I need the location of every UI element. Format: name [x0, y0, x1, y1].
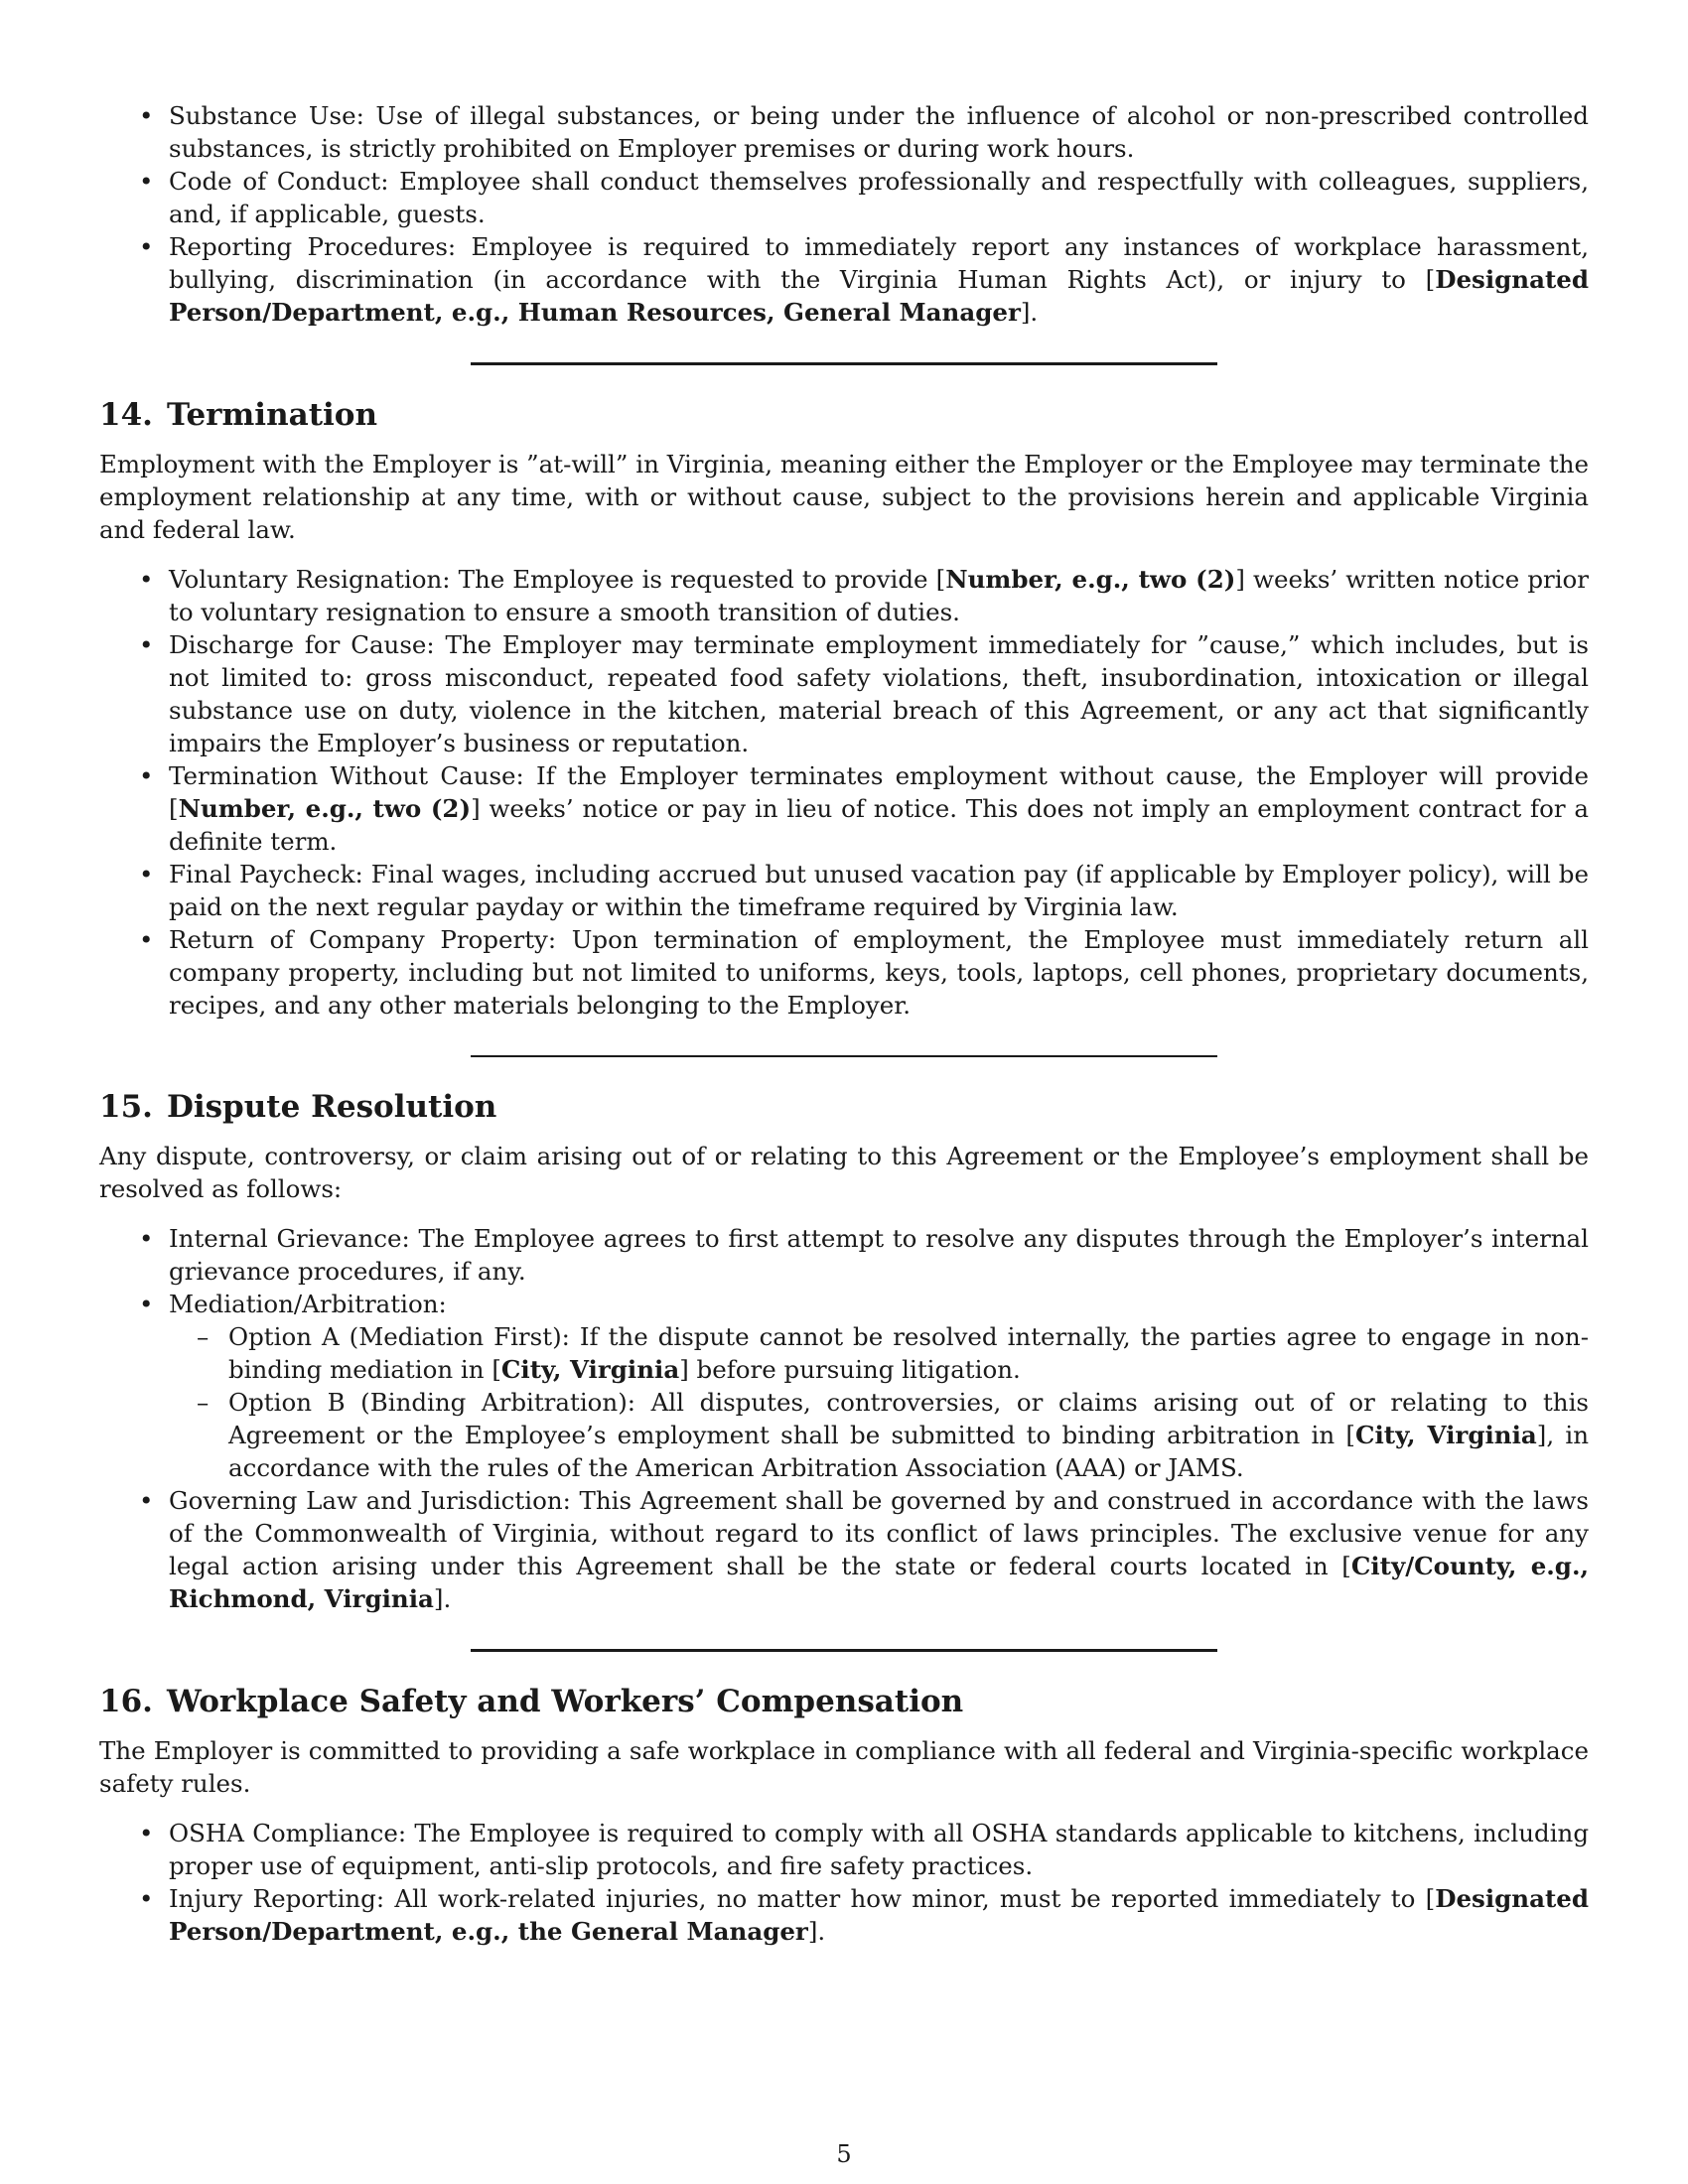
- item-text: Governing Law and Jurisdiction: This Agreement shall be governed by and construed in accordance with the laws of the Commonwealth of Virginia, without regard to its conflict of laws principles. The exclusive venue for any legal action arising under this Agreement shall be the state or federal courts located in [: [169, 1486, 1589, 1580]
- item-text: OSHA Compliance: The Employee is required to comply with all OSHA standards applicable to kitchens, including proper use of equipment, anti-slip protocols, and fire safety practices.: [169, 1818, 1589, 1880]
- placeholder-field: Number, e.g., two (2): [178, 793, 472, 823]
- item-text-end: ].: [433, 1584, 452, 1613]
- item-text-end: ].: [807, 1916, 826, 1946]
- item-text-end: ], in accordance with the rules of the American Arbitration Association (AAA) or JAMS.: [228, 1421, 1590, 1482]
- list-item: [99, 759, 1589, 858]
- item-text: Mediation/Arbitration:: [169, 1290, 447, 1318]
- list-item: [99, 1484, 1589, 1615]
- page-number: 5: [836, 2140, 852, 2168]
- safety-list: [99, 1817, 1589, 1948]
- section-title: Dispute Resolution: [166, 1089, 497, 1125]
- conduct-list: [99, 99, 1589, 329]
- section-number: 14.: [99, 396, 153, 433]
- termination-list: [99, 563, 1589, 1022]
- item-text: Termination Without Cause: If the Employer terminates employment without cause, the Employer will provide [: [169, 760, 1589, 823]
- section-divider: [471, 1055, 1217, 1058]
- list-item: [99, 923, 1589, 1022]
- item-text-end: ].: [1020, 298, 1039, 327]
- section-heading-termination: [99, 395, 1589, 435]
- item-text: Injury Reporting: All work-related injuries, no matter how minor, must be reported immediately to [: [169, 1883, 1436, 1913]
- section-divider: [471, 362, 1217, 365]
- placeholder-field: Designated Person/Department, e.g., Human Resources, General Manager: [169, 265, 1589, 327]
- item-text-end: ] weeks’ notice or pay in lieu of notice. This does not imply an employment contract for a definite term.: [169, 793, 1589, 856]
- placeholder-field: Designated Person/Department, e.g., the General Manager: [169, 1883, 1589, 1946]
- item-text: Voluntary Resignation: The Employee is requested to provide [: [169, 564, 946, 594]
- list-item: [99, 563, 1589, 628]
- list-item: [99, 628, 1589, 759]
- section-intro: The Employer is committed to providing a safe workplace in compliance with all federal and Virginia-specific workplace safety rules.: [99, 1735, 1589, 1798]
- document-page: [99, 99, 1589, 1948]
- section-number: 15.: [99, 1089, 153, 1125]
- item-text: Reporting Procedures: Employee is required to immediately report any instances of workplace harassment, bullying, discrimination (in accordance with the Virginia Human Rights Act), or injury to [: [169, 232, 1589, 294]
- item-text-end: ] before pursuing litigation.: [679, 1355, 1021, 1384]
- item-text: Internal Grievance: The Employee agrees to first attempt to resolve any disputes through the Employer’s internal grievance procedures, if any.: [169, 1224, 1589, 1286]
- section-divider: [471, 1649, 1217, 1652]
- item-text: Option A (Mediation First): If the dispute cannot be resolved internally, the parties agree to engage in non-binding mediation in [: [228, 1322, 1589, 1384]
- section-title: Workplace Safety and Workers’ Compensation: [166, 1683, 964, 1719]
- placeholder-field: City, Virginia: [500, 1355, 680, 1384]
- sub-list-item: [169, 1320, 1589, 1386]
- placeholder-field: City/County, e.g., Richmond, Virginia: [169, 1552, 1590, 1613]
- item-text: Code of Conduct: Employee shall conduct themselves professionally and respectfully with colleagues, suppliers, and, if applicable, guests.: [169, 167, 1589, 228]
- mediation-options-list: [169, 1320, 1589, 1484]
- dispute-list: [99, 1222, 1589, 1615]
- list-item: [99, 1817, 1589, 1882]
- list-item: [99, 99, 1589, 165]
- section-intro: Employment with the Employer is ”at-will” in Virginia, meaning either the Employer or the Employee may terminate the employment relationship at any time, with or without cause, subject to the provisions herein and applicable Virginia and federal law.: [99, 449, 1589, 544]
- placeholder-field: City, Virginia: [1355, 1421, 1537, 1449]
- list-item: [99, 1288, 1589, 1484]
- section-number: 16.: [99, 1683, 153, 1719]
- section-heading-workplace-safety: [99, 1682, 1589, 1721]
- list-item: [99, 858, 1589, 923]
- section-heading-dispute-resolution: [99, 1087, 1589, 1127]
- sub-list-item: [169, 1386, 1589, 1484]
- list-item: [99, 1222, 1589, 1288]
- section-intro: Any dispute, controversy, or claim arising out of or relating to this Agreement or the Employee’s employment shall be resolved as follows:: [99, 1142, 1589, 1203]
- item-text: Discharge for Cause: The Employer may terminate employment immediately for ”cause,” which includes, but is not limited to: gross misconduct, repeated food safety violations, theft, insubordination, intoxication or illegal substance use on duty, violence in the kitchen, material breach of this Agreement, or any act that significantly impairs the Employer’s business or reputation.: [169, 629, 1589, 757]
- item-text-end: ] weeks’ written notice prior to voluntary resignation to ensure a smooth transition of duties.: [169, 564, 1590, 626]
- placeholder-field: Number, e.g., two (2): [945, 564, 1236, 594]
- list-item: [99, 165, 1589, 230]
- item-text: Final Paycheck: Final wages, including accrued but unused vacation pay (if applicable by Employer policy), will be paid on the next regular payday or within the timeframe required by Virginia law.: [169, 859, 1589, 921]
- item-text: Substance Use: Use of illegal substances, or being under the influence of alcohol or non-prescribed controlled substances, is strictly prohibited on Employer premises or during work hours.: [169, 101, 1589, 163]
- list-item: [99, 1882, 1589, 1948]
- item-text: Return of Company Property: Upon termination of employment, the Employee must immediately return all company property, including but not limited to uniforms, keys, tools, laptops, cell phones, proprietary documents, recipes, and any other materials belonging to the Employer.: [169, 924, 1589, 1020]
- item-text: Option B (Binding Arbitration): All disputes, controversies, or claims arising out of or relating to this Agreement or the Employee’s employment shall be submitted to binding arbitration in [: [228, 1388, 1589, 1449]
- list-item: [99, 230, 1589, 329]
- section-title: Termination: [166, 396, 378, 433]
